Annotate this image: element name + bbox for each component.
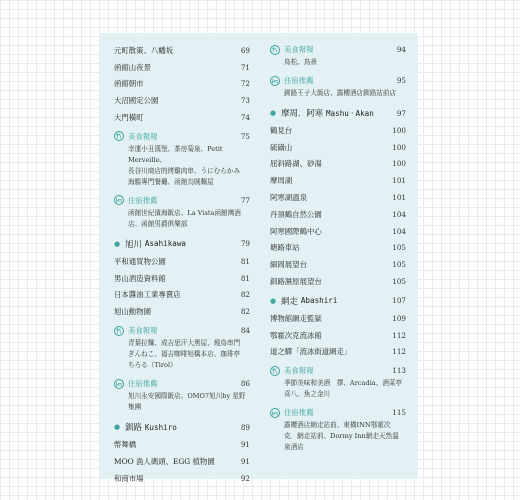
stay-category[interactable]: 住宿推薦 77 [114, 193, 250, 208]
section-heading-mashu-akan[interactable]: ● 摩周．阿寒 Mashu · Akan 97 [270, 108, 406, 118]
toc-entry[interactable]: MOO 漁人碼頭、EGG 植物園 91 [114, 456, 250, 466]
toc-entry[interactable]: 元町散策、八幡坂 69 [114, 45, 250, 55]
page-number: 105 [392, 277, 406, 287]
toc-entry[interactable]: 阿寒湖溫泉 101 [270, 193, 406, 203]
page-number: 109 [392, 313, 406, 323]
toc-entry[interactable]: 函館山夜景 71 [114, 62, 250, 72]
food-list: 幸運小丑漢堡、茶房菊泉、Petit Merveille、 長谷川商店的烤雞肉串、うにむらかみ 海膽專門餐廳、函館烏賊麵屋 [128, 144, 241, 186]
page-number: 95 [396, 76, 406, 85]
bullet-dot-icon: ● [114, 239, 121, 248]
page-number: 79 [240, 239, 250, 249]
food-category[interactable]: 美食報報 94 [270, 42, 406, 57]
toc-column-left [114, 42, 250, 487]
section-heading-kushiro[interactable]: ● 釧路 Kushiro 89 [114, 422, 250, 433]
toc-entry[interactable]: 日本醬油工業專賣店 82 [114, 290, 250, 300]
page-number: 101 [392, 176, 406, 186]
toc-entry[interactable]: 和商市場 92 [114, 473, 250, 483]
toc-entry[interactable]: 硫磺山 100 [270, 142, 406, 152]
page-number: 107 [392, 296, 406, 306]
toc-entry[interactable]: 大門橫町 74 [114, 113, 250, 123]
page-number: 89 [240, 422, 250, 432]
page-number: 100 [392, 159, 406, 169]
page-number: 104 [392, 226, 406, 236]
food-category[interactable]: 美食報報 75 [114, 129, 250, 144]
bullet-dot-icon: ● [114, 423, 121, 432]
toc-entry[interactable]: 塘路車站 105 [270, 243, 406, 253]
food-list: 青葉拉麵、成吉思汗大黑屋、燒鳥串門 ぎんねこ、福吉咖啡旭橋本店、珈琲亭 ちろる（Tirol） [128, 339, 241, 370]
toc-entry[interactable]: 平和通買物公園 81 [114, 256, 250, 266]
stay-category[interactable]: 住宿推薦 115 [270, 405, 406, 420]
utensils-icon [114, 131, 124, 141]
page-number: 86 [240, 379, 250, 389]
toc-entry[interactable]: 函館朝市 72 [114, 79, 250, 89]
toc-entry[interactable]: 阿寒國際鶴中心 104 [270, 226, 406, 236]
toc-entry[interactable]: 旭山動物園 82 [114, 307, 250, 317]
toc-entry[interactable]: 屈斜路湖、砂湯 100 [270, 159, 406, 169]
page-number: 105 [392, 260, 406, 270]
page-number: 94 [396, 45, 406, 54]
page-number: 113 [392, 366, 406, 376]
toc-entry[interactable]: 丹頂鶴自然公園 104 [270, 209, 406, 219]
page-number: 92 [240, 473, 250, 483]
toc-entry[interactable]: 鄂霍次克流冰館 112 [270, 330, 406, 340]
toc-entry[interactable]: 細岡展望台 105 [270, 260, 406, 270]
food-category[interactable]: 美食報報 84 [114, 323, 250, 338]
page-number: 73 [240, 96, 250, 106]
page-number: 82 [240, 290, 250, 300]
stay-category[interactable]: 住宿推薦 86 [114, 376, 250, 391]
food-list: 鳥松、鳥善 [284, 58, 317, 66]
bed-icon [270, 76, 280, 86]
stay-list: 釧路王子大飯店、露櫻酒店釧路站前店 [284, 89, 397, 97]
food-list: 季節美味和美酒 擇、Arcadia、酒菜亭 喜八、魚之金川 [284, 379, 403, 399]
page-number: 97 [396, 108, 406, 118]
page-number: 112 [392, 347, 406, 357]
page-number: 71 [240, 62, 250, 72]
page-number: 77 [240, 195, 250, 205]
page-number: 84 [240, 326, 250, 336]
page-number: 81 [240, 273, 250, 283]
toc-entry[interactable]: 博物館網走監獄 109 [270, 313, 406, 323]
stay-category[interactable]: 住宿推薦 95 [270, 73, 406, 88]
stay-list: 函館世紀濱海飯店、La Vista函館灣酒 店、函館男爵俱樂部 [128, 208, 241, 228]
utensils-icon [270, 366, 280, 376]
toc-entry[interactable]: 大沼國定公園 73 [114, 96, 250, 106]
page-number: 69 [240, 45, 250, 55]
toc-entry[interactable]: 摩周湖 101 [270, 176, 406, 186]
toc-column-right [270, 42, 406, 458]
page-number: 82 [240, 307, 250, 317]
page-number: 74 [240, 113, 250, 123]
page-number: 101 [392, 193, 406, 203]
toc-entry[interactable]: 男山酒造資料館 81 [114, 273, 250, 283]
toc-list-hakodate [114, 42, 250, 126]
utensils-icon [114, 326, 124, 336]
page-number: 81 [240, 256, 250, 266]
toc-entry[interactable]: 鶴見台 100 [270, 125, 406, 135]
page-number: 91 [240, 456, 250, 466]
bed-icon [114, 379, 124, 389]
stay-list: 旭川永安國際飯店、OMO7旭川by 星野 集團 [128, 392, 246, 412]
page-number: 91 [240, 440, 250, 450]
toc-entry[interactable]: 釧路濕原展望台 105 [270, 277, 406, 287]
food-category[interactable]: 美食報報 113 [270, 363, 406, 378]
bed-icon [114, 195, 124, 205]
page-number: 105 [392, 243, 406, 253]
page-number: 104 [392, 209, 406, 219]
bullet-dot-icon: ● [270, 109, 277, 117]
bullet-dot-icon: ● [270, 296, 277, 305]
utensils-icon [270, 45, 280, 55]
toc-entry[interactable]: 道之驛「流冰街道網走」 112 [270, 347, 406, 357]
page-number: 112 [392, 330, 406, 340]
stay-list: 露櫻酒店網走站前、東橫INN鄂霍次 克．網走站前、Dormy Inn網走天然溫 泉酒店 [284, 421, 399, 452]
bed-icon [270, 408, 280, 418]
section-heading-asahikawa[interactable]: ● 旭川 Asahikawa 79 [114, 238, 250, 249]
page-number: 100 [392, 142, 406, 152]
page-number: 72 [240, 79, 250, 89]
page-number: 75 [240, 131, 250, 141]
page-number: 100 [392, 125, 406, 135]
section-heading-abashiri[interactable]: ● 網走 Abashiri 107 [270, 295, 406, 306]
page-number: 115 [392, 408, 406, 418]
toc-entry[interactable]: 幣舞橋 91 [114, 440, 250, 450]
